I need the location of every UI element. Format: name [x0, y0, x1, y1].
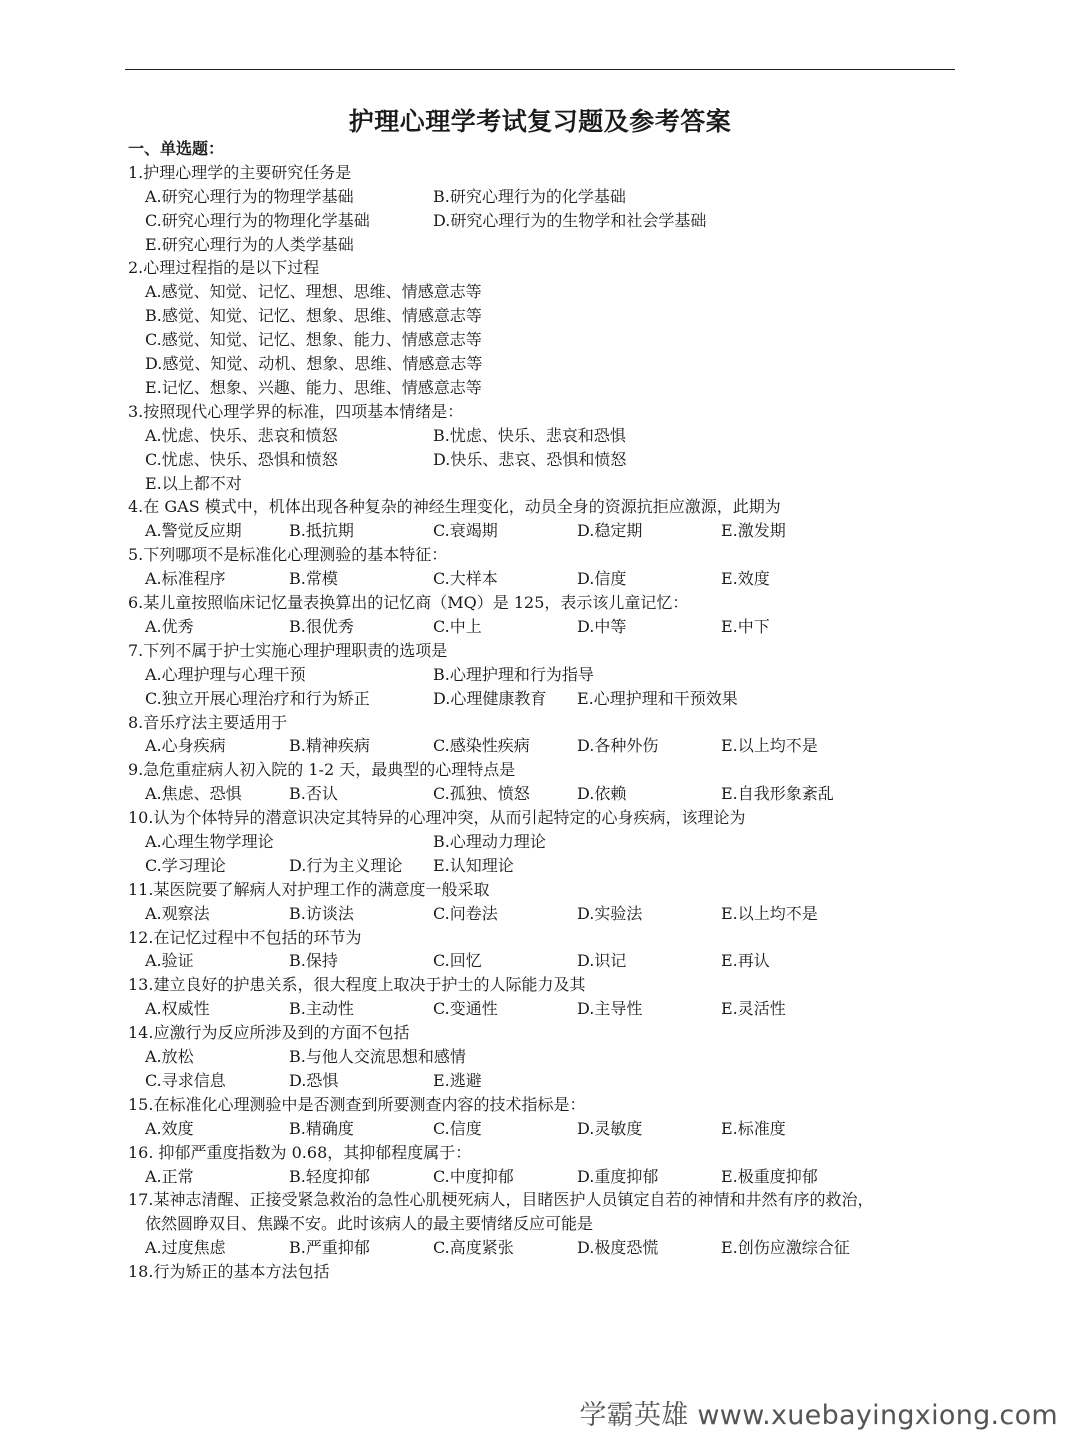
- question-item: [128, 711, 1008, 759]
- answer-option: A.权威性: [145, 999, 210, 1019]
- question-stem: [128, 1093, 1008, 1117]
- answer-option: D.灵敏度: [577, 1118, 643, 1138]
- question-stem-line: 4.在 GAS 模式中，机体出现各种复杂的神经生理变化，动员全身的资源抗拒应激源，此期为: [128, 497, 781, 517]
- answer-option: B.保持: [289, 951, 338, 971]
- answer-option: D.实验法: [577, 903, 643, 923]
- answer-option: D.识记: [577, 951, 627, 971]
- question-item: [128, 591, 1008, 639]
- answer-option: E.效度: [721, 569, 770, 589]
- answer-option: A.观察法: [145, 903, 210, 923]
- question-stem-line: 17.某神志清醒、正接受紧急救治的急性心肌梗死病人，目睹医护人员镇定自若的神情和井然有序的救治，: [128, 1190, 874, 1210]
- question-item: [128, 543, 1008, 591]
- answer-option: B.否认: [289, 784, 338, 804]
- question-stem-line: 12.在记忆过程中不包括的环节为: [128, 927, 362, 947]
- option-row: [128, 424, 1008, 448]
- answer-option: D.快乐、悲哀、恐惧和愤怒: [433, 449, 627, 469]
- question-stem: [128, 758, 1008, 782]
- answer-option: D.主导性: [577, 999, 643, 1019]
- question-stem-line: 2.心理过程指的是以下过程: [128, 258, 320, 278]
- answer-option: A.过度焦虑: [145, 1238, 226, 1258]
- answer-option: E.逃避: [433, 1070, 482, 1090]
- answer-option: C.高度紧张: [433, 1238, 514, 1258]
- question-item: [128, 400, 1008, 496]
- option-row: [128, 519, 1008, 543]
- question-item: [128, 639, 1008, 711]
- question-stem-line: 9.急危重症病人初入院的 1-2 天，最典型的心理特点是: [128, 760, 516, 780]
- answer-option: D.研究心理行为的生物学和社会学基础: [433, 210, 707, 230]
- question-stem-line: 3.按照现代心理学界的标准，四项基本情绪是：: [128, 401, 464, 421]
- option-row: [128, 328, 1008, 352]
- question-stem: [128, 591, 1008, 615]
- answer-option: B.忧虑、快乐、悲哀和恐惧: [433, 425, 626, 445]
- question-stem-line: 5.下列哪项不是标准化心理测验的基本特征：: [128, 545, 448, 565]
- answer-option: B.访谈法: [289, 903, 354, 923]
- answer-option: B.心理动力理论: [433, 832, 546, 851]
- answer-option: E.激发期: [721, 521, 786, 541]
- answer-option: B.研究心理行为的化学基础: [433, 186, 626, 206]
- option-row: [128, 663, 1008, 687]
- answer-option: E.认知理论: [433, 855, 514, 875]
- answer-option: A.心身疾病: [145, 736, 226, 756]
- option-row: [128, 376, 1008, 400]
- answer-option: C.变通性: [433, 999, 498, 1019]
- answer-option: C.中度抑郁: [433, 1166, 514, 1186]
- answer-option: E.再认: [721, 951, 770, 971]
- section-heading: 一、单选题：: [128, 139, 225, 158]
- answer-option: B.精确度: [289, 1118, 354, 1138]
- answer-option: E.以上均不是: [721, 736, 818, 756]
- question-item: [128, 758, 1008, 806]
- question-stem: [128, 639, 1008, 663]
- answer-option: A.忧虑、快乐、悲哀和愤怒: [145, 425, 338, 445]
- question-item: [128, 926, 1008, 974]
- option-row: [128, 1045, 1008, 1069]
- answer-option: E.研究心理行为的人类学基础: [145, 234, 354, 254]
- answer-option: C.独立开展心理治疗和行为矫正: [145, 688, 370, 708]
- question-stem: [128, 1021, 1008, 1045]
- answer-option: C.中上: [433, 616, 482, 636]
- answer-option: C.研究心理行为的物理化学基础: [145, 210, 370, 230]
- answer-option: A.心理护理与心理干预: [145, 664, 306, 684]
- question-stem: [128, 926, 1008, 950]
- answer-option: A.优秀: [145, 616, 194, 636]
- question-item: [128, 161, 1008, 257]
- answer-option: B.抵抗期: [289, 521, 354, 541]
- answer-option: A.标准程序: [145, 569, 226, 589]
- question-item: [128, 806, 1008, 878]
- question-item: [128, 1188, 1008, 1260]
- answer-option: E.极重度抑郁: [721, 1166, 818, 1186]
- option-row: [128, 472, 1008, 496]
- answer-option: E.灵活性: [721, 999, 786, 1019]
- option-row: [128, 1165, 1008, 1189]
- answer-option: C.大样本: [433, 569, 498, 589]
- answer-option: C.回忆: [433, 951, 482, 971]
- question-stem: [128, 256, 1008, 280]
- answer-option: D.信度: [577, 569, 627, 589]
- question-item: [128, 495, 1008, 543]
- question-stem: [128, 543, 1008, 567]
- answer-option: E.创伤应激综合征: [721, 1238, 850, 1258]
- answer-option: D.心理健康教育: [433, 688, 547, 708]
- answer-option: B.精神疾病: [289, 736, 370, 756]
- option-row: [128, 615, 1008, 639]
- option-row: [128, 448, 1008, 472]
- answer-option: C.学习理论: [145, 855, 226, 875]
- option-row: [128, 1117, 1008, 1141]
- page-title: 护理心理学考试复习题及参考答案: [348, 107, 732, 136]
- question-stem-line: 16. 抑郁严重度指数为 0.68，其抑郁程度属于：: [128, 1142, 472, 1162]
- answer-option: D.恐惧: [289, 1070, 339, 1090]
- question-item: [128, 1093, 1008, 1141]
- document-body: [128, 137, 1008, 1284]
- question-stem-line: 14.应激行为反应所涉及到的方面不包括: [128, 1023, 410, 1043]
- answer-option: E.标准度: [721, 1118, 786, 1138]
- answer-option: E.以上均不是: [721, 903, 818, 923]
- option-row: [128, 209, 1008, 233]
- question-stem-line: 依然圆睁双目、焦躁不安。此时该病人的最主要情绪反应可能是: [145, 1214, 594, 1234]
- option-row: [128, 567, 1008, 591]
- question-stem: [128, 161, 1008, 185]
- question-stem: [128, 1188, 1008, 1236]
- answer-option: C.信度: [433, 1118, 482, 1138]
- option-row: [128, 902, 1008, 926]
- option-row: [128, 185, 1008, 209]
- answer-option: E.中下: [721, 616, 770, 636]
- answer-option: B.感觉、知觉、记忆、想象、思维、情感意志等: [145, 306, 482, 326]
- question-item: [128, 878, 1008, 926]
- answer-option: A.正常: [145, 1166, 194, 1186]
- answer-option: B.主动性: [289, 999, 354, 1019]
- option-row: [128, 280, 1008, 304]
- question-stem: [128, 878, 1008, 902]
- option-row: [128, 352, 1008, 376]
- question-item: [128, 973, 1008, 1021]
- answer-option: C.感染性疾病: [433, 736, 530, 756]
- answer-option: C.寻求信息: [145, 1070, 226, 1090]
- question-item: [128, 256, 1008, 399]
- question-item: [128, 1141, 1008, 1189]
- question-stem-line: 15.在标准化心理测验中是否测查到所要测查内容的技术指标是：: [128, 1094, 586, 1114]
- question-stem: [128, 806, 1008, 830]
- answer-option: A.研究心理行为的物理学基础: [145, 186, 354, 206]
- answer-option: C.忧虑、快乐、恐惧和愤怒: [145, 449, 338, 469]
- option-row: [128, 1069, 1008, 1093]
- answer-option: C.衰竭期: [433, 521, 498, 541]
- answer-option: B.严重抑郁: [289, 1238, 370, 1258]
- answer-option: E.以上都不对: [145, 473, 242, 493]
- answer-option: A.放松: [145, 1047, 194, 1067]
- site-watermark: 学霸英雄 www.xuebayingxiong.com: [579, 1400, 1058, 1431]
- header-rule: [125, 69, 955, 70]
- question-stem-line: 10.认为个体特异的潜意识决定其特异的心理冲突，从而引起特定的心身疾病，该理论为: [128, 808, 746, 828]
- question-stem-line: 6.某儿童按照临床记忆量表换算出的记忆商（MQ）是 125，表示该儿童记忆：: [128, 593, 689, 613]
- question-stem: [128, 1260, 1008, 1284]
- answer-option: D.极度恐慌: [577, 1238, 659, 1258]
- question-stem-line: 11.某医院要了解病人对护理工作的满意度一般采取: [128, 879, 490, 899]
- answer-option: A.感觉、知觉、记忆、理想、思维、情感意志等: [145, 282, 482, 302]
- question-stem: [128, 400, 1008, 424]
- answer-option: A.心理生物学理论: [145, 832, 274, 851]
- answer-option: D.稳定期: [577, 521, 643, 541]
- answer-option: B.常模: [289, 569, 338, 589]
- option-row: [128, 782, 1008, 806]
- answer-option: B.轻度抑郁: [289, 1166, 370, 1186]
- question-stem: [128, 711, 1008, 735]
- answer-option: C.孤独、愤怒: [433, 784, 530, 804]
- question-item: [128, 1021, 1008, 1093]
- question-stem: [128, 495, 1008, 519]
- question-stem-line: 18.行为矫正的基本方法包括: [128, 1262, 330, 1282]
- question-stem: [128, 973, 1008, 997]
- option-row: [128, 1236, 1008, 1260]
- answer-option: B.心理护理和行为指导: [433, 664, 594, 684]
- option-row: [128, 997, 1008, 1021]
- question-item: [128, 1260, 1008, 1284]
- answer-option: D.行为主义理论: [289, 855, 403, 875]
- option-row: [128, 304, 1008, 328]
- answer-option: B.很优秀: [289, 616, 354, 636]
- answer-option: D.中等: [577, 616, 627, 636]
- answer-option: A.焦虑、恐惧: [145, 784, 242, 804]
- answer-option: D.感觉、知觉、动机、想象、思维、情感意志等: [145, 354, 483, 374]
- answer-option: C.感觉、知觉、记忆、想象、能力、情感意志等: [145, 330, 482, 350]
- question-stem-line: 7.下列不属于护士实施心理护理职责的选项是: [128, 640, 448, 660]
- answer-option: B.与他人交流思想和感情: [289, 1047, 466, 1067]
- option-row: [128, 854, 1008, 878]
- answer-option: E.记忆、想象、兴趣、能力、思维、情感意志等: [145, 377, 482, 397]
- question-stem-line: 8.音乐疗法主要适用于: [128, 712, 288, 732]
- answer-option: A.效度: [145, 1118, 194, 1138]
- option-row: [128, 734, 1008, 758]
- answer-option: A.警觉反应期: [145, 521, 242, 541]
- option-row: [128, 233, 1008, 257]
- question-list: [128, 161, 1008, 1284]
- question-stem: [128, 1141, 1008, 1165]
- answer-option: D.重度抑郁: [577, 1166, 659, 1186]
- answer-option: E.心理护理和干预效果: [577, 688, 738, 708]
- answer-option: D.依赖: [577, 784, 627, 804]
- option-row: [128, 687, 1008, 711]
- answer-option: A.验证: [145, 951, 194, 971]
- question-stem-line: 13.建立良好的护患关系，很大程度上取决于护士的人际能力及其: [128, 975, 586, 995]
- answer-option: E.自我形象紊乱: [721, 784, 834, 804]
- option-row: [128, 949, 1008, 973]
- answer-option: D.各种外伤: [577, 736, 659, 756]
- option-row: [128, 830, 1008, 854]
- answer-option: C.问卷法: [433, 903, 498, 923]
- question-stem-line: 1.护理心理学的主要研究任务是: [128, 162, 352, 182]
